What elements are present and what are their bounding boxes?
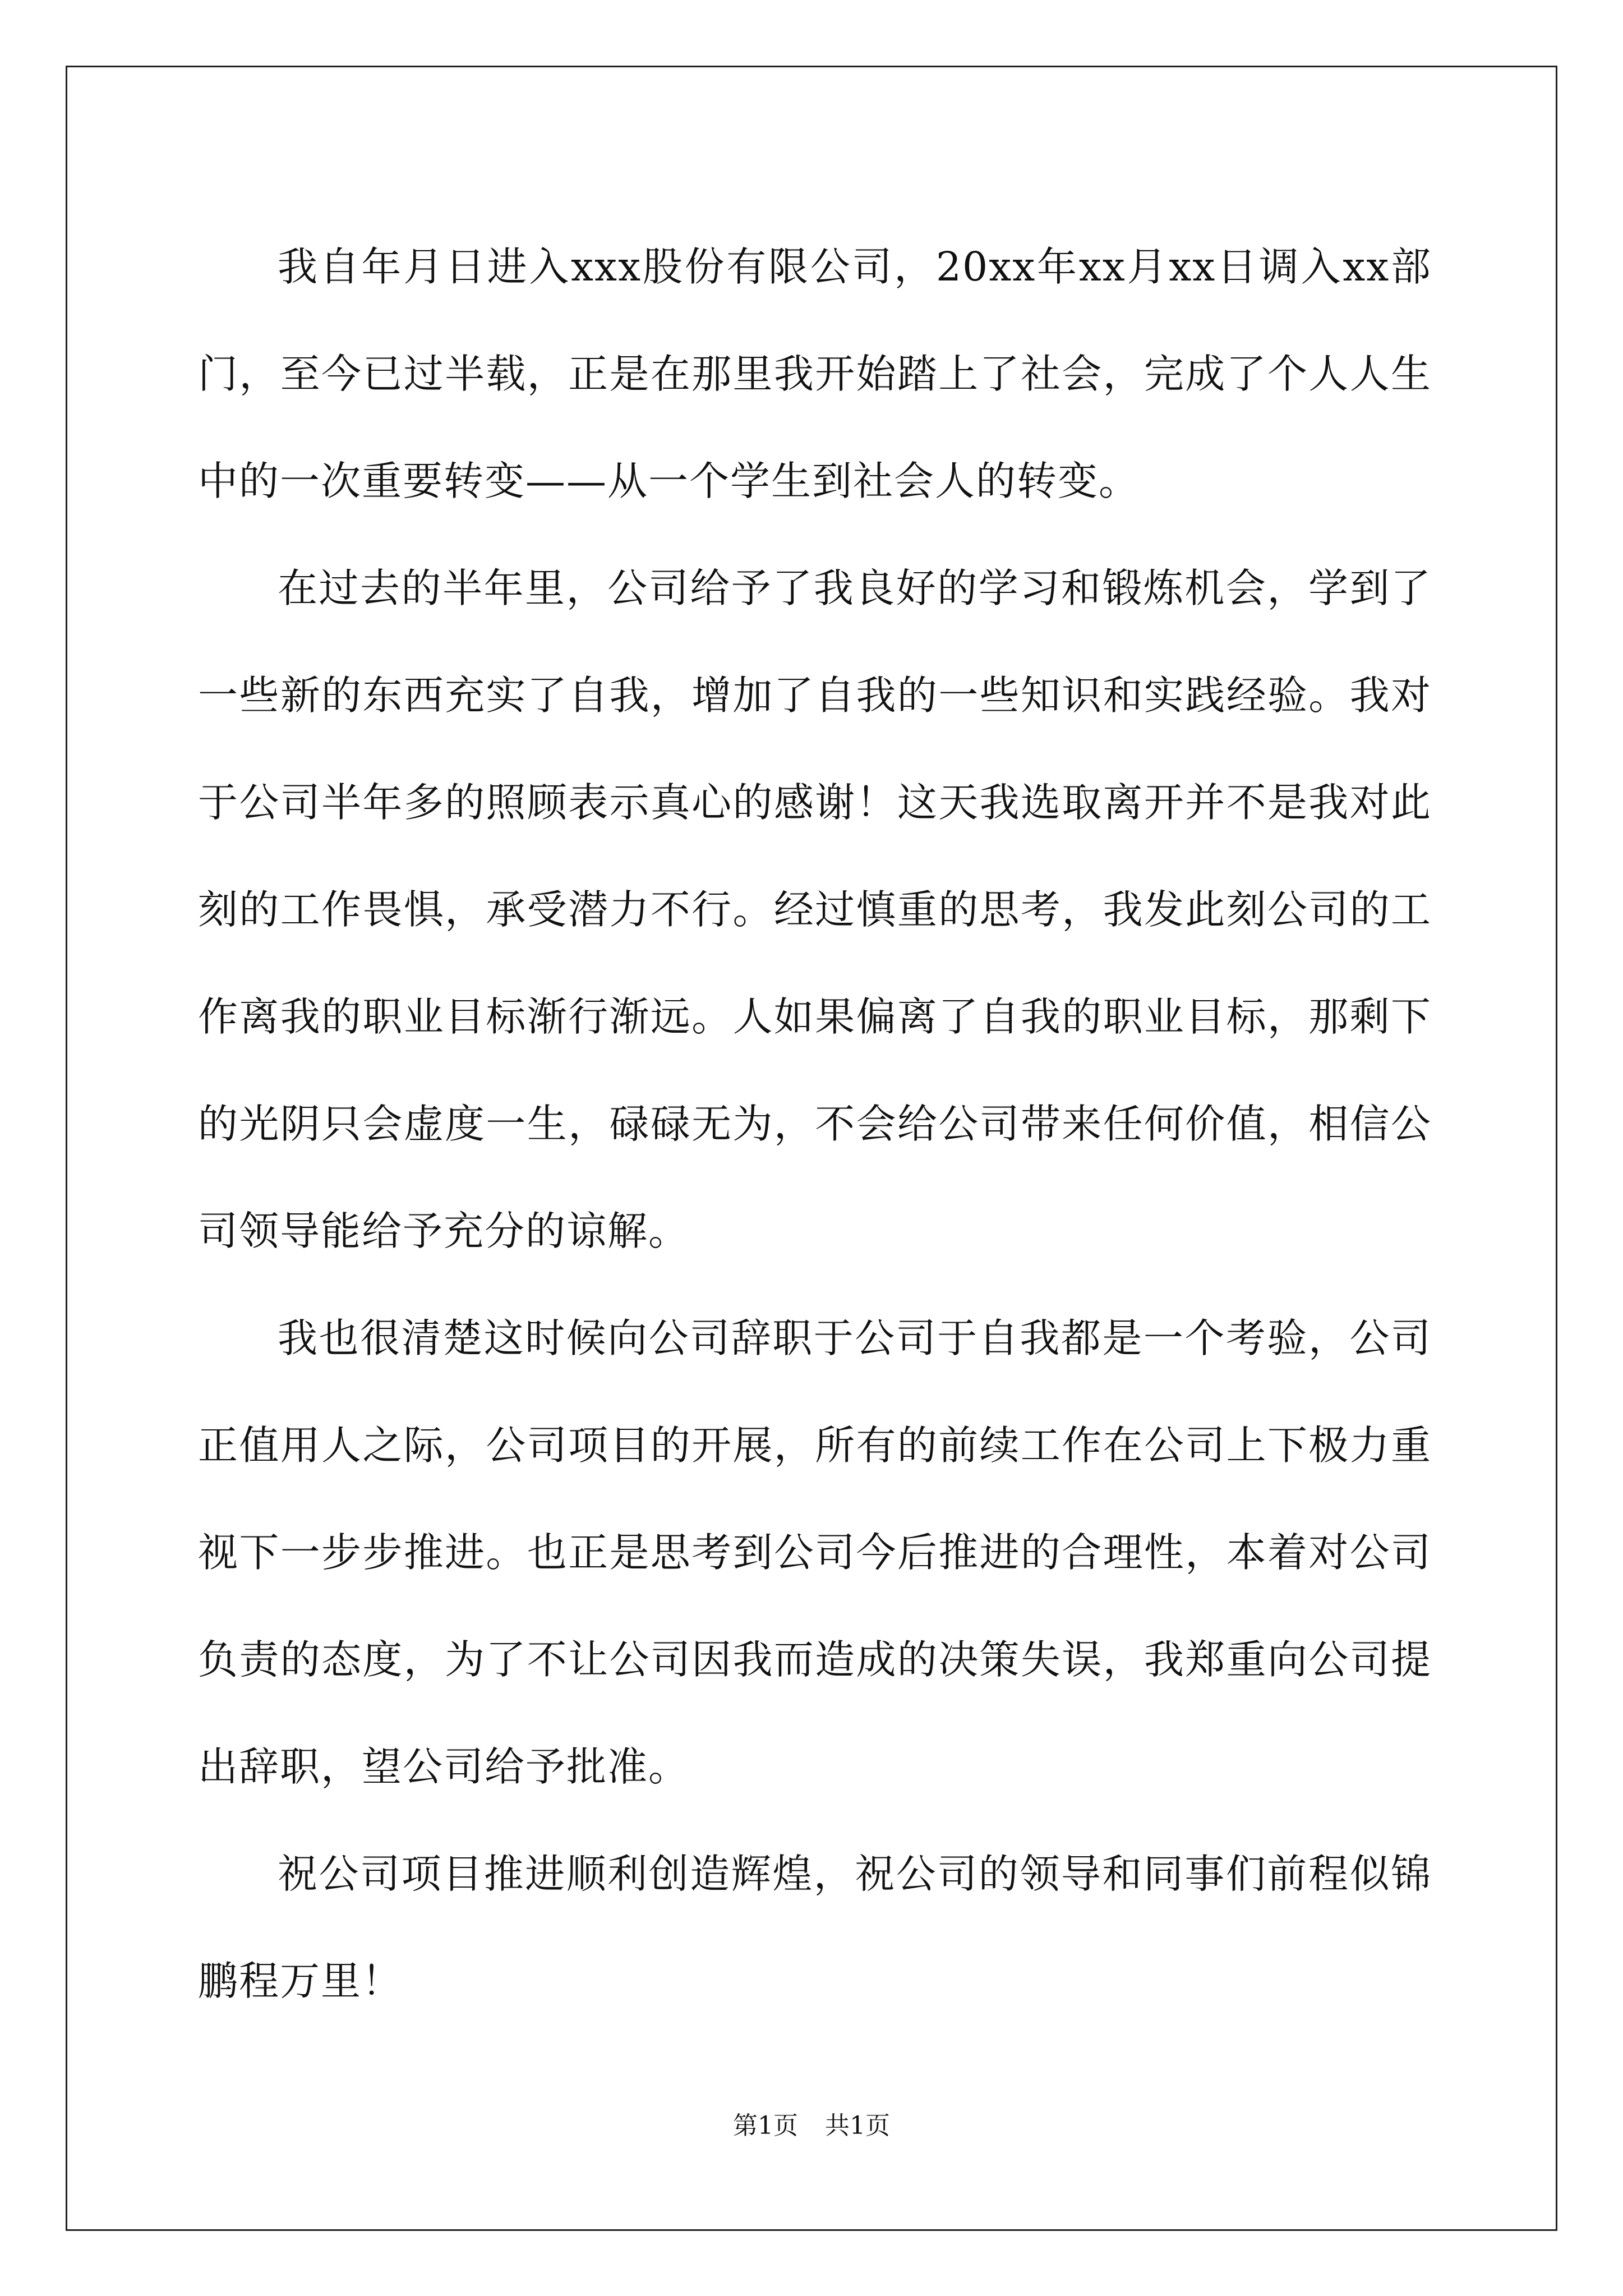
document-body (198, 213, 1432, 2035)
page-number-current: 第1页 (733, 2111, 798, 2140)
paragraph-4: 祝公司项目推进顺利创造辉煌，祝公司的领导和同事们前程似锦鹏程万里！ (198, 1851, 1432, 2004)
paragraph-1: 我自年月日进入xxx股份有限公司，20xx年xx月xx日调入xx部门，至今已过半载，正是在那里我开始踏上了社会，完成了个人人生中的一次重要转变——从一个学生到社会人的转变。 (198, 243, 1432, 504)
page-footer (0, 2109, 1623, 2143)
page-number-total: 共1页 (825, 2111, 890, 2140)
paragraph-3: 我也很清楚这时候向公司辞职于公司于自我都是一个考验，公司正值用人之际，公司项目的开展，所有的前续工作在公司上下极力重视下一步步推进。也正是思考到公司今后推进的合理性，本着对公司负责的态度，为了不让公司因我而造成的决策失误，我郑重向公司提出辞职，望公司给予批准。 (198, 1315, 1432, 1790)
paragraph-2: 在过去的半年里，公司给予了我良好的学习和锻炼机会，学到了一些新的东西充实了自我，增加了自我的一些知识和实践经验。我对于公司半年多的照顾表示真心的感谢！这天我选取离开并不是我对此刻的工作畏惧，承受潜力不行。经过慎重的思考，我发此刻公司的工作离我的职业目标渐行渐远。人如果偏离了自我的职业目标，那剩下的光阴只会虚度一生，碌碌无为，不会给公司带来任何价值，相信公司领导能给予充分的谅解。 (198, 565, 1432, 1254)
